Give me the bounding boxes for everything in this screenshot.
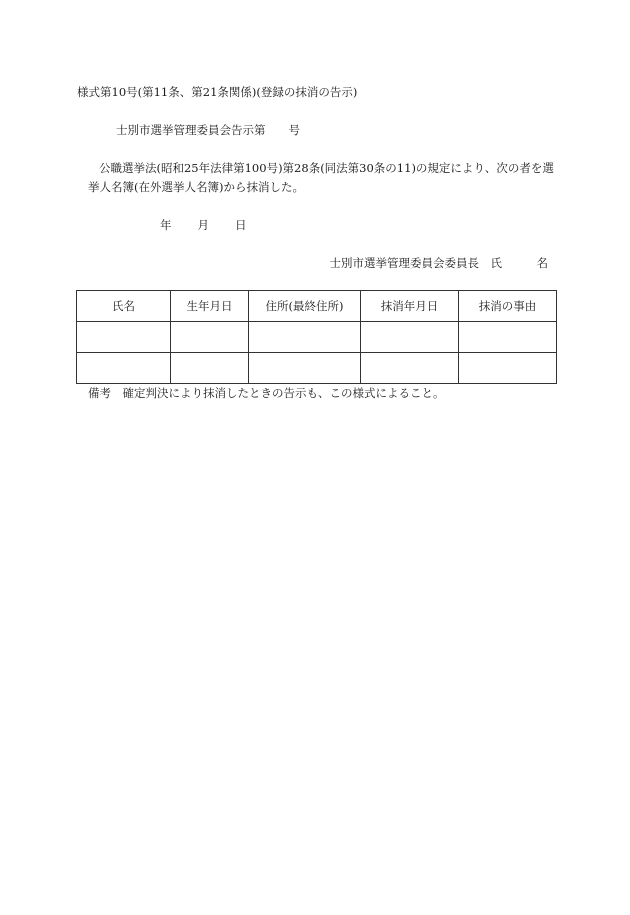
date-month: 月 <box>197 218 209 232</box>
table-cell <box>459 322 557 353</box>
table-cell <box>249 322 361 353</box>
table-cell <box>171 353 249 384</box>
table-cell <box>171 322 249 353</box>
table-cell <box>249 353 361 384</box>
table-cell <box>361 353 459 384</box>
note: 備考 確定判決により抹消したときの告示も、この様式によること。 <box>88 386 445 400</box>
header-removal-date: 抹消年月日 <box>361 291 459 322</box>
notice-number: 士別市選挙管理委員会告示第 号 <box>116 123 300 137</box>
table-row <box>77 353 557 384</box>
table-cell <box>77 322 171 353</box>
body-text-line-2: 挙人名簿(在外選挙人名簿)から抹消した。 <box>88 180 304 194</box>
table-header-row <box>77 291 557 322</box>
header-birthdate: 生年月日 <box>171 291 249 322</box>
table-cell <box>77 353 171 384</box>
header-removal-reason: 抹消の事由 <box>459 291 557 322</box>
date-line <box>160 218 247 232</box>
table-row <box>77 322 557 353</box>
date-year: 年 <box>160 218 172 232</box>
header-name: 氏名 <box>77 291 171 322</box>
table-cell <box>361 322 459 353</box>
signer: 士別市選挙管理委員会委員長 氏 名 <box>329 256 548 270</box>
form-title: 様式第10号(第11条、第21条関係)(登録の抹消の告示) <box>77 85 358 99</box>
date-day: 日 <box>235 218 247 232</box>
body-text-line-1: 公職選挙法(昭和25年法律第100号)第28条(同法第30条の11)の規定により、次の者を選 <box>99 161 554 175</box>
table-cell <box>459 353 557 384</box>
header-address: 住所(最終住所) <box>249 291 361 322</box>
removal-table <box>76 290 557 384</box>
